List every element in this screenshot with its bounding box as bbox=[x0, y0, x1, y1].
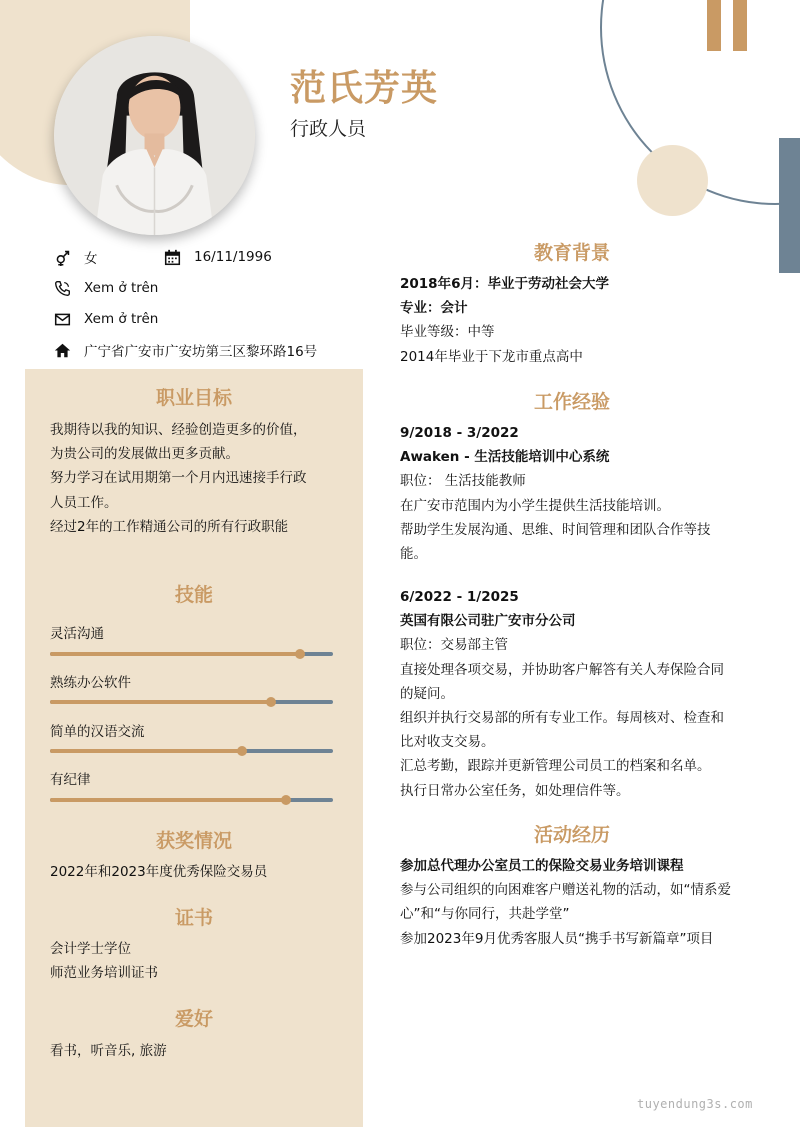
profile-photo bbox=[54, 36, 255, 235]
activities-title: 活动经历 bbox=[533, 824, 610, 846]
skill-label: 简单的汉语交流 bbox=[50, 724, 145, 740]
job-line: 帮助学生发展沟通、思维、时间管理和团队合作等技 bbox=[400, 521, 711, 538]
objective-line: 我期待以我的知识、经验创造更多的价值， bbox=[50, 422, 307, 438]
job-line: 的疑问。 bbox=[400, 685, 454, 702]
job-line: 比对收支交易。 bbox=[400, 734, 495, 751]
job-company: 英国有限公司驻广安市分公司 bbox=[400, 613, 576, 630]
objective-line: 努力学习在试用期第一个月内迅速接手行政 bbox=[50, 470, 307, 487]
education-title: 教育背景 bbox=[533, 242, 610, 264]
job-company: Awaken - 生活技能培训中心系统 bbox=[400, 449, 610, 466]
phone-value: Xem ở trên bbox=[84, 280, 159, 296]
skill-bar-fill bbox=[50, 700, 271, 704]
objective-line: 为贵公司的发展做出更多贡献。 bbox=[50, 446, 239, 463]
job-title: 行政人员 bbox=[290, 118, 367, 140]
contact-gender bbox=[52, 247, 98, 267]
certificate-line: 师范业务培训证书 bbox=[50, 965, 158, 982]
job-line: 在广安市范围内为小学生提供生活技能培训。 bbox=[400, 497, 670, 514]
hobbies-text bbox=[50, 1039, 167, 1063]
education-grade: 毕业等级：中等 bbox=[400, 324, 495, 341]
job-line: 职位：交易部主管 bbox=[400, 637, 508, 654]
skill-bar-fill bbox=[50, 749, 242, 753]
objective-text bbox=[50, 418, 307, 539]
job-period: 9/2018 - 3/2022 bbox=[400, 425, 519, 441]
objective-title: 职业目标 bbox=[155, 387, 232, 409]
experience-title: 工作经验 bbox=[533, 391, 610, 413]
job-line: 执行日常办公室任务，如处理信件等。 bbox=[400, 782, 630, 799]
skill-bar-fill bbox=[50, 798, 286, 802]
skill-label: 灵活沟通 bbox=[50, 626, 104, 642]
hobby-line: 看书，听音乐, 旅游 bbox=[50, 1043, 167, 1059]
hobbies-title: 爱好 bbox=[174, 1008, 213, 1030]
certificate-line: 会计学士学位 bbox=[50, 941, 131, 957]
decor-circle bbox=[637, 145, 708, 216]
job-line: 组织并执行交易部的所有专业工作。每周核对、检查和 bbox=[400, 710, 724, 727]
decor-bar bbox=[707, 0, 721, 51]
activity-line: 参与公司组织的向困难客户赠送礼物的活动，如“情系爱 bbox=[400, 882, 731, 899]
job-line: 直接处理各项交易，并协助客户解答有关人寿保险合同 bbox=[400, 661, 724, 678]
mail-icon bbox=[52, 309, 72, 329]
skill-bar-knob bbox=[266, 697, 276, 707]
gender-icon bbox=[52, 247, 72, 267]
activity-line: 参加2023年9月优秀客服人员“携手书写新篇章”项目 bbox=[400, 930, 714, 947]
portrait-illustration bbox=[54, 36, 255, 235]
decor-bar bbox=[733, 0, 747, 51]
skill-bar bbox=[50, 749, 333, 753]
decor-side-tab bbox=[779, 138, 800, 273]
candidate-name: 范氏芳英 bbox=[290, 68, 439, 109]
awards-text bbox=[50, 860, 267, 884]
skill-label: 熟练办公软件 bbox=[50, 675, 131, 691]
skill-label: 有纪律 bbox=[50, 772, 91, 788]
job-line: 职位： 生活技能教师 bbox=[400, 473, 526, 490]
education-text bbox=[400, 272, 609, 369]
home-icon bbox=[52, 340, 72, 360]
activities-text bbox=[400, 854, 731, 951]
activity-heading: 参加总代理办公室员工的保险交易业务培训课程 bbox=[400, 858, 684, 874]
activity-line: 心”和“与你同行，共赴学堂” bbox=[400, 906, 570, 923]
objective-line: 人员工作。 bbox=[50, 494, 118, 511]
certificates-text bbox=[50, 937, 158, 985]
certificates-title: 证书 bbox=[174, 907, 213, 929]
contact-birthdate bbox=[162, 247, 272, 267]
calendar-icon bbox=[162, 247, 182, 267]
address-value: 广宁省广安市广安坊第三区黎环路16号 bbox=[84, 344, 318, 360]
skill-bar bbox=[50, 652, 333, 656]
award-line: 2022年和2023年度优秀保险交易员 bbox=[50, 864, 268, 880]
job-line: 汇总考勤，跟踪并更新管理公司员工的档案和名单。 bbox=[400, 758, 711, 775]
contact-phone bbox=[52, 278, 158, 298]
birthdate-value: 16/11/1996 bbox=[194, 249, 272, 265]
contact-email bbox=[52, 309, 158, 329]
job-period: 6/2022 - 1/2025 bbox=[400, 589, 519, 605]
education-highschool: 2014年毕业于下龙市重点高中 bbox=[400, 348, 583, 365]
skill-bar bbox=[50, 798, 333, 802]
gender-value: 女 bbox=[84, 251, 98, 267]
skill-bar-fill bbox=[50, 652, 300, 656]
contact-address bbox=[52, 340, 317, 360]
education-graduation: 2018年6月：毕业于劳动社会大学 bbox=[400, 276, 609, 292]
email-value: Xem ở trên bbox=[84, 311, 159, 327]
experience-job-2 bbox=[400, 585, 724, 803]
phone-icon bbox=[52, 278, 72, 298]
awards-title: 获奖情况 bbox=[155, 830, 232, 852]
experience-job-1 bbox=[400, 421, 711, 566]
education-major: 专业：会计 bbox=[400, 300, 468, 317]
skills-title: 技能 bbox=[174, 584, 213, 606]
skill-bar bbox=[50, 700, 333, 704]
objective-line: 经过2年的工作精通公司的所有行政职能 bbox=[50, 518, 289, 535]
job-line: 能。 bbox=[400, 546, 427, 563]
watermark: tuyendung3s.com bbox=[637, 1097, 753, 1111]
